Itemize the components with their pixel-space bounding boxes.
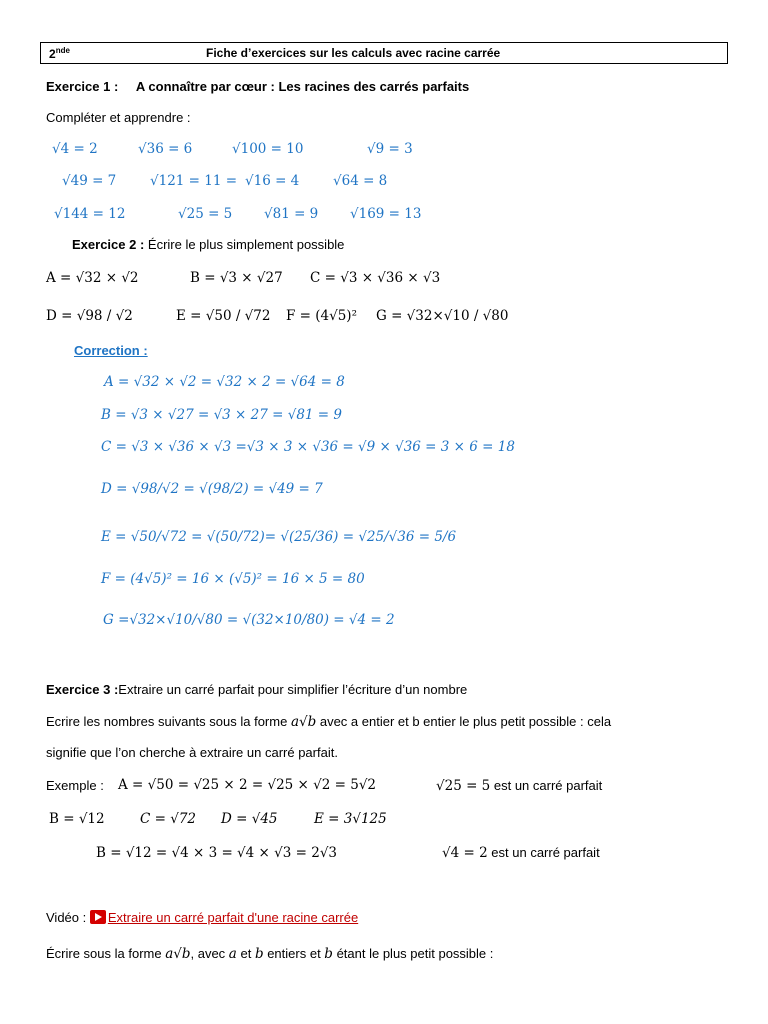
- ex1-instruction: Compléter et apprendre :: [46, 110, 191, 125]
- correction-f: F = (4√5)² = 16 × (√5)² = 16 × 5 = 80: [101, 571, 365, 587]
- ex3-item-e: E = 3√125: [314, 811, 387, 827]
- ex2-f: F = (4√5)²: [286, 308, 357, 324]
- example-label: Exemple :: [46, 778, 104, 793]
- ex2-c: C = √3 × √36 × √3: [310, 270, 441, 286]
- correction-d: D = √98/√2 = √(98/2) = √49 = 7: [101, 481, 323, 497]
- header-box: [40, 42, 728, 64]
- b-note: [442, 845, 600, 861]
- ex3-heading: [46, 682, 467, 697]
- final-var-b2: b: [324, 946, 333, 962]
- b-solution: B = √12 = √4 × 3 = √4 × √3 = 2√3: [96, 845, 338, 861]
- root-100: √100 = 10: [232, 141, 304, 157]
- video-link[interactable]: Extraire un carré parfait d'une racine carrée: [107, 910, 359, 925]
- root-64: √64 = 8: [333, 173, 388, 189]
- ex3-line1-math: a√b: [290, 714, 317, 730]
- video-label: Vidéo :: [46, 910, 90, 925]
- play-video-icon[interactable]: [90, 910, 106, 924]
- ex3-line1: [46, 714, 611, 730]
- page-title: Fiche d’exercices sur les calculs avec racine carrée: [206, 46, 501, 60]
- ex2-instruction: Écrire le plus simplement possible: [144, 237, 345, 252]
- ex3-instruction: Extraire un carré parfait pour simplifier l’écriture d’un nombre: [118, 682, 468, 697]
- ex2-d: D = √98 / √2: [46, 308, 133, 324]
- ex2-title: Exercice 2 :: [72, 237, 145, 252]
- root-9: √9 = 3: [367, 141, 413, 157]
- root-81: √81 = 9: [264, 206, 319, 222]
- final-mid1: , avec: [190, 946, 229, 961]
- root-36: √36 = 6: [138, 141, 193, 157]
- final-mid2: et: [236, 946, 255, 961]
- video-line: [46, 910, 358, 925]
- ex3-item-b: B = √12: [49, 811, 105, 827]
- ex1-subtitle: A connaître par cœur : Les racines des carrés parfaits: [135, 79, 470, 94]
- final-instruction: [46, 946, 493, 962]
- root-4: √4 = 2: [52, 141, 98, 157]
- root-121: √121 = 11 =: [150, 173, 238, 189]
- ex3-title: Exercice 3 :: [46, 682, 119, 697]
- correction-e: E = √50/√72 = √(50/72)= √(25/36) = √25/√36 = 5/6: [101, 529, 457, 545]
- root-25: √25 = 5: [178, 206, 233, 222]
- final-var-a: a: [228, 946, 237, 962]
- root-49: √49 = 7: [62, 173, 117, 189]
- root-16: √16 = 4: [245, 173, 300, 189]
- b-note-text: est un carré parfait: [487, 845, 600, 860]
- final-post: étant le plus petit possible :: [332, 946, 494, 961]
- b-note-math: √4 = 2: [442, 845, 488, 861]
- ex3-line1-post: avec a entier et b entier le plus petit possible : cela: [316, 714, 612, 729]
- ex3-line2: signifie que l’on cherche à extraire un carré parfait.: [46, 745, 338, 760]
- final-pre: Écrire sous la forme: [46, 946, 166, 961]
- final-math-form: a√b: [165, 946, 191, 962]
- final-mid3: entiers et: [263, 946, 325, 961]
- ex1-title: Exercice 1 :: [46, 79, 119, 94]
- example-note-math: √25 = 5: [436, 778, 491, 794]
- ex2-a: A = √32 × √2: [46, 270, 139, 286]
- correction-g: G =√32×√10/√80 = √(32×10/80) = √4 = 2: [103, 612, 395, 628]
- ex2-b: B = √3 × √27: [190, 270, 283, 286]
- root-144: √144 = 12: [54, 206, 126, 222]
- correction-b: B = √3 × √27 = √3 × 27 = √81 = 9: [101, 407, 342, 423]
- ex1-heading: [46, 79, 469, 94]
- ex3-item-c: C = √72: [140, 811, 197, 827]
- correction-label: Correction :: [74, 343, 148, 358]
- example-note: [436, 778, 602, 794]
- ex3-line1-pre: Ecrire les nombres suivants sous la forme: [46, 714, 291, 729]
- example-math: A = √50 = √25 × 2 = √25 × √2 = 5√2: [118, 777, 377, 793]
- class-level: 2nde: [49, 46, 70, 61]
- correction-a: A = √32 × √2 = √32 × 2 = √64 = 8: [104, 374, 345, 390]
- final-var-b: b: [254, 946, 264, 962]
- root-169: √169 = 13: [350, 206, 422, 222]
- correction-c: C = √3 × √36 × √3 =√3 × 3 × √36 = √9 × √36 = 3 × 6 = 18: [101, 439, 515, 455]
- example-note-text: est un carré parfait: [490, 778, 603, 793]
- ex3-item-d: D = √45: [221, 811, 278, 827]
- ex2-g: G = √32×√10 / √80: [376, 308, 509, 324]
- ex2-heading: [72, 237, 344, 252]
- ex2-e: E = √50 / √72: [176, 308, 271, 324]
